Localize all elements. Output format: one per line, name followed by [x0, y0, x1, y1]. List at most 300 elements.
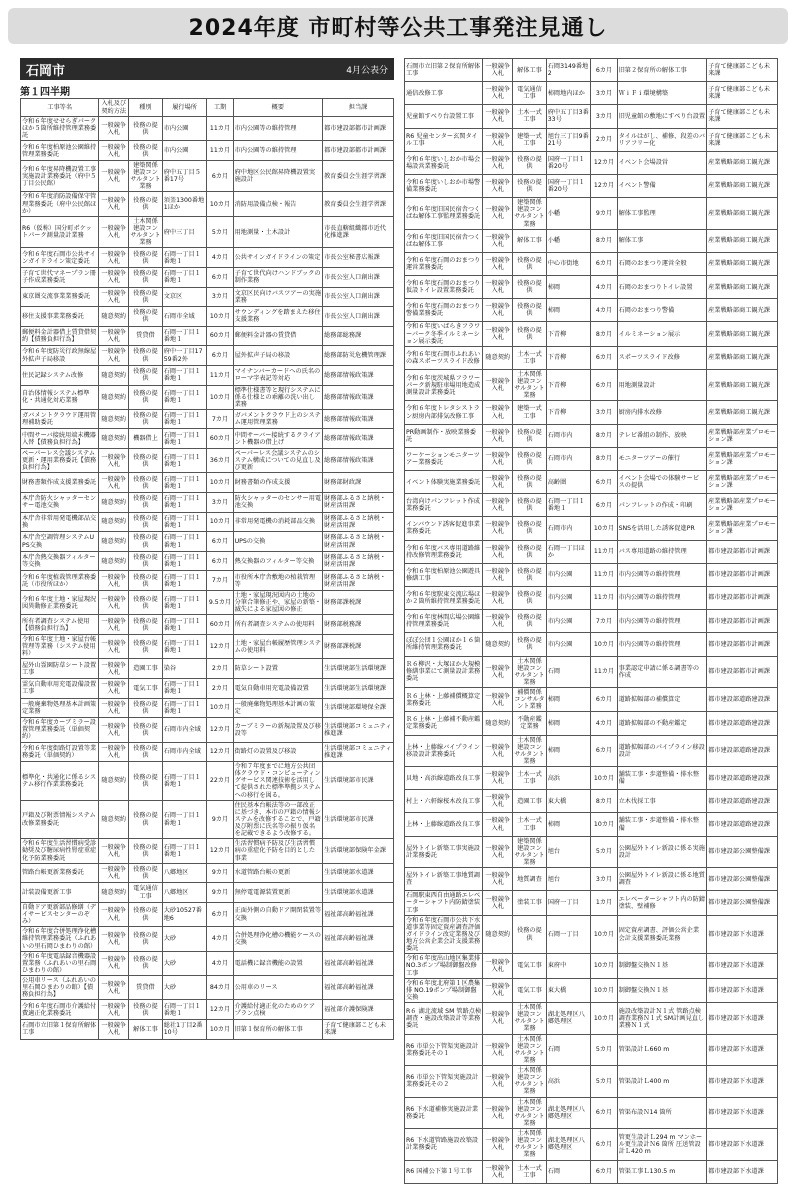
- cell-period: 84カ月: [207, 976, 233, 1000]
- cell-period: 3カ月: [591, 105, 617, 128]
- cell-period: 3カ月: [207, 493, 233, 513]
- cell-period: 1カ月: [591, 891, 617, 915]
- cell-department: 市長直轄組織都市近代化推進課: [323, 216, 394, 248]
- cell-location: 石岡一丁目１番地１: [162, 615, 207, 635]
- cell-project-name: 本庁舎防火シャッターセンサー電池交換: [21, 493, 99, 513]
- cell-method: 一般競争入札: [99, 1020, 129, 1040]
- cell-period: 6カ月: [207, 902, 233, 926]
- cell-project-name: 令和６年度石岡のおまつり運営業務委託: [405, 252, 483, 275]
- cell-location: 東大橋: [546, 790, 591, 813]
- cell-summary: 土地・家屋台帳履歴管理システムの使用料: [233, 634, 323, 658]
- table-row: [405, 369, 778, 401]
- cell-location: 市内公園: [546, 633, 591, 656]
- cell-period: 12カ月: [207, 634, 233, 658]
- cell-period: 8カ月: [591, 229, 617, 252]
- cell-method: 一般競争入札: [483, 471, 513, 494]
- cell-method: 一般競争入札: [483, 82, 513, 105]
- cell-summary: 非常用発電機の消耗部品交換: [233, 512, 323, 532]
- cell-project-name: 令和６年度柏原池公園遊具修繕工事: [405, 563, 483, 586]
- table-row: [21, 1000, 394, 1020]
- cell-project-name: 通信改修工事: [405, 82, 483, 105]
- cell-location: 八郷地区: [162, 883, 207, 903]
- cell-department: 生活環境部環境保全課: [323, 698, 394, 718]
- cell-period: 10カ月: [207, 307, 233, 327]
- table-row: [21, 839, 394, 863]
- cell-type: 役務の提供: [129, 698, 163, 718]
- cell-method: 一般競争入札: [99, 473, 129, 493]
- cell-location: 八郷地区: [162, 863, 207, 883]
- cell-method: 随意契約: [99, 532, 129, 552]
- cell-location: 東府中: [546, 954, 591, 978]
- cell-project-name: 石岡駅東西自由通路エレベーターシャフト内防錆塗装工事: [405, 891, 483, 915]
- cell-method: 一般競争入札: [483, 229, 513, 252]
- cell-summary: ＷｉＦｉ環境構築: [617, 82, 707, 105]
- cell-project-name: 自治体情報システム標準化・共通化対応業務: [21, 385, 99, 409]
- cell-location: 柿岡: [546, 688, 591, 712]
- cell-period: 6カ月: [591, 494, 617, 517]
- cell-department: 総務部総務課: [323, 326, 394, 346]
- cell-method: 一般競争入札: [483, 954, 513, 978]
- cell-type: 役務の提供: [129, 473, 163, 493]
- table-row: [405, 868, 778, 891]
- cell-project-name: 令和６年度土地・家屋台帳管理等業務（システム使用料）: [21, 634, 99, 658]
- cell-department: 産業戦略部産業プロモーション課: [707, 494, 778, 517]
- cell-period: 12カ月: [591, 174, 617, 197]
- cell-location: 文京区: [162, 287, 207, 307]
- cell-project-name: R6 児童センター玄関タイル工事: [405, 128, 483, 151]
- cell-method: 一般競争入札: [99, 839, 129, 863]
- cell-method: 随意契約: [483, 633, 513, 656]
- cell-type: 電気工事: [513, 978, 547, 1002]
- cell-location: 湖北処理区八郷処理区: [546, 1097, 591, 1129]
- cell-method: 一般競争入札: [99, 976, 129, 1000]
- cell-project-name: 令和６年度土地・家屋現況図異動修正業務委託: [21, 591, 99, 615]
- cell-project-name: ペーパーレス会議システム更新・運用業務委託【債務負担行為】: [21, 449, 99, 473]
- cell-project-name: 公用車リース（ふれあいの里石岡ひまわりの館）【債務負担行為】: [21, 976, 99, 1000]
- cell-location: 石岡: [546, 1160, 591, 1183]
- cell-period: 10カ月: [591, 915, 617, 954]
- cell-project-name: 令和６年度トレタシストラン厨房内部排気改修工事: [405, 401, 483, 424]
- cell-period: 10カ月: [207, 698, 233, 718]
- cell-location: 下青柳: [546, 369, 591, 401]
- cell-period: 6カ月: [207, 267, 233, 287]
- cell-project-name: 令和６年度バス専用道路維持改修管理業務委託: [405, 540, 483, 563]
- cell-project-name: 村上・六軒線桜木改良工事: [405, 790, 483, 813]
- cell-department: 産業戦略部商工観光課: [707, 276, 778, 299]
- cell-department: 財務部課税課: [323, 634, 394, 658]
- table-row: [405, 198, 778, 230]
- cell-project-name: 管路台帳更新業務委託: [21, 863, 99, 883]
- cell-method: 一般競争入札: [483, 790, 513, 813]
- table-row: [405, 712, 778, 735]
- cell-department: 都市建設部都市計画課: [323, 141, 394, 161]
- cell-type: 役務の提供: [129, 409, 163, 429]
- cell-type: 土木一式工事: [513, 346, 547, 369]
- cell-type: 塗装工事: [513, 891, 547, 915]
- cell-type: 役務の提供: [513, 610, 547, 633]
- cell-type: 役務の提供: [129, 365, 163, 385]
- cell-type: 役務の提供: [129, 307, 163, 327]
- cell-project-name: 財務書類作成支援業務委託: [21, 473, 99, 493]
- cell-type: 役務の提供: [513, 174, 547, 197]
- cell-period: 10カ月: [591, 813, 617, 836]
- cell-period: 10カ月: [207, 512, 233, 532]
- cell-type: 土木一式工事: [513, 105, 547, 128]
- cell-location: 石岡一丁目１番地１: [162, 409, 207, 429]
- cell-project-name: 貝地・高浜線道路改良工事: [405, 767, 483, 790]
- table-row: [405, 978, 778, 1002]
- cell-project-name: ワーケーションモニターツアー業務委託: [405, 447, 483, 470]
- cell-summary: カーブミラーの新規設置及び移設等: [233, 718, 323, 742]
- cell-department: 生活環境部保険年金課: [323, 839, 394, 863]
- cell-project-name: Ｒ６上林・上藤補償概算定業務委託: [405, 688, 483, 712]
- cell-location: 石岡一丁目ほか: [546, 540, 591, 563]
- cell-type: 役務の提供: [513, 633, 547, 656]
- table-row: [21, 473, 394, 493]
- cell-summary: 住民基本台帳法等の一部改正に基づき、本市の戸籍の情報システムを改修することで、戸籍及び附票に氏名等の振り仮名を記載できるよう改修する。: [234, 801, 321, 838]
- cell-period: 10カ月: [207, 192, 233, 216]
- cell-summary: 文京区民向けバスツアーの実施業務: [233, 287, 323, 307]
- table-row: [405, 767, 778, 790]
- table-row: [405, 401, 778, 424]
- cell-period: 12カ月: [207, 718, 233, 742]
- cell-type: 役務の提供: [129, 287, 163, 307]
- cell-period: 60カ月: [207, 615, 233, 635]
- cell-period: 6カ月: [591, 346, 617, 369]
- cell-method: 随意契約: [483, 712, 513, 735]
- cell-period: 10カ月: [591, 633, 617, 656]
- cell-project-name: R6 市単公下管渠実施設計業務委託その２: [405, 1066, 483, 1098]
- cell-method: 一般競争入札: [483, 1160, 513, 1183]
- cell-summary: 財務書類の作成支援: [233, 473, 323, 493]
- cell-summary: 水道管路台帳の更新: [233, 863, 323, 883]
- cell-department: 市長公室秘書広報課: [323, 248, 394, 268]
- cell-department: 生活環境部生活環境課: [323, 659, 394, 679]
- cell-location: 柿岡: [546, 276, 591, 299]
- cell-department: 総務部情報政策課: [323, 385, 394, 409]
- cell-location: 石岡一丁目１番地１: [162, 532, 207, 552]
- cell-project-name: 児童館すべり台設置工事: [405, 105, 483, 128]
- cell-type: 土木関係建設コンサルタント業務: [514, 736, 545, 765]
- cell-department: 総務部防災危機管理課: [323, 346, 394, 366]
- cell-location: 湖北処理区八郷処理区: [546, 1129, 591, 1161]
- cell-type: 建築関係建設コンサルタント業務: [514, 837, 545, 866]
- cell-location: 石岡一丁目１番地１: [162, 365, 207, 385]
- cell-project-name: 令和６年度石岡市介護給付費適正化業務委託: [21, 1000, 99, 1020]
- cell-department: 産業戦略部商工観光課: [707, 299, 778, 322]
- cell-method: 一般競争入札: [99, 216, 129, 248]
- cell-method: 一般競争入札: [483, 1097, 513, 1129]
- cell-summary: 子育て世代向けハンドブックの制作業務: [233, 267, 323, 287]
- cell-summary: 街路灯の設置及び移設: [233, 742, 323, 762]
- table-row: [405, 252, 778, 275]
- cell-location: 大砂10527番地6: [162, 902, 207, 926]
- cell-method: 一般競争入札: [483, 610, 513, 633]
- cell-method: 一般競争入札: [483, 868, 513, 891]
- cell-method: 一般競争入札: [483, 59, 513, 82]
- cell-type: 役務の提供: [513, 586, 547, 609]
- cell-department: 財務部課税課: [323, 591, 394, 615]
- cell-project-name: 東京圏交流事業業務委託: [21, 287, 99, 307]
- cell-method: 一般競争入札: [99, 615, 129, 635]
- cell-type: 役務の提供: [129, 615, 163, 635]
- cell-type: 土木関係建設コンサルタント業務: [514, 1098, 545, 1127]
- cell-type: 役務の提供: [129, 634, 163, 658]
- cell-location: 石岡一丁目１番地１: [162, 512, 207, 532]
- cell-project-name: 令和６年度昇降機設置工事実施設計業務委託（府中５丁目公民館）: [21, 160, 99, 192]
- cell-method: 随意契約: [99, 551, 129, 571]
- cell-period: 12カ月: [207, 1000, 233, 1020]
- cell-period: 3カ月: [591, 82, 617, 105]
- cell-period: 60カ月: [207, 326, 233, 346]
- cell-summary: 旧児童館の敷地にすべり台設置: [617, 105, 707, 128]
- cell-summary: SNSを活用した誘客促進PR: [617, 517, 707, 540]
- col-header-method: 入札及び契約方法: [99, 99, 129, 117]
- table-row: [405, 346, 778, 369]
- table-row: [405, 59, 778, 82]
- cell-location: 東大橋: [546, 978, 591, 1002]
- cell-type: 役務の提供: [129, 1000, 163, 1020]
- cell-summary: 道路拡幅部のパイプライン移設設計: [617, 735, 707, 767]
- cell-project-name: 台湾向けパンフレット作成業務委託: [405, 494, 483, 517]
- cell-summary: 標準仕様書等と現行システムに係る仕様との乖離の洗い出し業務: [234, 386, 321, 408]
- table-row: [405, 229, 778, 252]
- cell-department: 都市建設部都市計画課: [323, 117, 394, 141]
- cell-type: 役務の提供: [129, 591, 163, 615]
- cell-summary: イベント警備: [617, 174, 707, 197]
- cell-period: 10カ月: [207, 1020, 233, 1040]
- municipality-bar: [20, 58, 394, 80]
- cell-department: 財務部ふるさと納税・財産活用課: [323, 493, 394, 513]
- cell-period: 6カ月: [591, 471, 617, 494]
- cell-type: 機器借上: [129, 429, 163, 449]
- cell-period: 8カ月: [591, 447, 617, 470]
- cell-type: 解体工事: [513, 59, 547, 82]
- cell-method: 一般競争入札: [99, 927, 129, 951]
- cell-project-name: 移住支援事業業務委託: [21, 307, 99, 327]
- cell-summary: 防草シート設置: [233, 659, 323, 679]
- cell-type: 役務の提供: [513, 424, 547, 447]
- cell-project-name: 令和６年度生活習慣病受診勧奨及び糖尿病性腎症重症化予防業務委託: [21, 839, 99, 863]
- cell-location: 市内公園: [162, 141, 207, 161]
- cell-department: 都市建設部都市計画課: [707, 563, 778, 586]
- table-row: [405, 688, 778, 712]
- cell-location: 石岡一丁目１番地１: [162, 800, 207, 839]
- table-row: [21, 267, 394, 287]
- cell-location: 石岡一丁目１番地１: [162, 634, 207, 658]
- cell-project-name: イベント体験実施業務委託: [405, 471, 483, 494]
- cell-type: 役務の提供: [513, 540, 547, 563]
- cell-method: 随意契約: [99, 512, 129, 532]
- cell-type: 建築関係建設コンサルタント業務: [130, 161, 161, 191]
- table-row: [405, 954, 778, 978]
- cell-department: 生活環境部水道課: [323, 863, 394, 883]
- cell-location: 旭台: [546, 836, 591, 868]
- cell-department: 都市建設部都市計画課: [707, 610, 778, 633]
- cell-method: 一般競争入札: [483, 891, 513, 915]
- cell-period: 3カ月: [591, 401, 617, 424]
- cell-project-name: 令和６年度いしおか市場警備業務委託: [405, 174, 483, 197]
- cell-location: 石岡一丁目１番地１: [162, 473, 207, 493]
- cell-method: 一般競争入札: [99, 117, 129, 141]
- cell-type: 役務の提供: [513, 151, 547, 174]
- cell-summary: 郵便料金計器の賃貸借: [233, 326, 323, 346]
- cell-summary: 合併処理浄化槽の機能ケースの交換: [233, 927, 323, 951]
- cell-method: 一般競争入札: [483, 105, 513, 128]
- cell-period: 4カ月: [591, 299, 617, 322]
- cell-type: 役務の提供: [129, 800, 163, 839]
- cell-department: 子育て健康部こども未来課: [707, 59, 778, 82]
- cell-department: 財務部ふるさと納税・財産活用課: [323, 571, 394, 591]
- table-row: [405, 151, 778, 174]
- cell-location: 市内公園: [546, 563, 591, 586]
- table-row: [21, 248, 394, 268]
- cell-location: 石岡一丁目１番地１: [162, 678, 207, 698]
- table-row: [21, 385, 394, 409]
- cell-method: 一般競争入札: [483, 517, 513, 540]
- cell-summary: 令和７年度までに地方公共団体クラウド・コンピューティングサービス関連技術を活用して提供された標準準拠システムへの移行を図る。: [234, 763, 321, 799]
- cell-department: 都市建設部下水道課: [707, 1160, 778, 1183]
- table-row: [21, 571, 394, 591]
- cell-department: 産業戦略部商工観光課: [707, 401, 778, 424]
- cell-type: 役務の提供: [129, 571, 163, 591]
- cell-method: 一般競争入札: [99, 192, 129, 216]
- table-row: [405, 656, 778, 688]
- cell-location: 府中一丁目1759番2外: [162, 346, 207, 366]
- cell-project-name: 令和６年度電話録音機器設置業務（ふれあいの里石岡ひまわりの館）: [21, 951, 99, 975]
- cell-summary: 道路拡幅部の不動産鑑定: [617, 712, 707, 735]
- cell-department: 産業戦略部産業プロモーション課: [707, 424, 778, 447]
- cell-type: 賃貸借: [129, 976, 163, 1000]
- cell-department: 教育委員会生涯学習課: [323, 160, 394, 192]
- cell-method: 一般競争入札: [483, 540, 513, 563]
- cell-department: 都市建設部下水道課: [707, 1097, 778, 1129]
- cell-method: 随意契約: [99, 307, 129, 327]
- table-row: [21, 634, 394, 658]
- cell-location: 湖北処理区八郷処理区: [546, 1003, 591, 1035]
- cell-summary: モニターツアーの催行: [617, 447, 707, 470]
- cell-method: 随意契約: [99, 429, 129, 449]
- cell-project-name: Ｒ６柳沢・大塚ほか大規模修繕事業にて測量設計業務委託: [405, 656, 483, 688]
- cell-summary: 制御盤交換Ｎ１基: [617, 978, 707, 1002]
- cell-type: 役務の提供: [129, 902, 163, 926]
- cell-project-name: 屋外山霊園防草シート設置工事: [21, 659, 99, 679]
- cell-project-name: R6（仮称）国分町ポケットパーク測量設計業務: [21, 216, 99, 248]
- cell-project-name: 令和６年度出山地区集業排 NO.3ポンプ場制御盤改修工事: [405, 954, 483, 978]
- cell-department: 都市建設部都市計画課: [707, 540, 778, 563]
- cell-project-name: 本庁舎熱交換器フィルター等交換: [21, 551, 99, 571]
- cell-project-name: 所有者調査システム使用【債務負担行為】: [21, 615, 99, 635]
- cell-department: 財務部ふるさと納税・財産活用課: [323, 512, 394, 532]
- cell-project-name: 子育て世代マネープラン冊子作成業務委託: [21, 267, 99, 287]
- cell-period: 4カ月: [591, 712, 617, 735]
- cell-project-name: R6 下水道補修実施設計業務委託: [405, 1097, 483, 1129]
- left-column: [20, 58, 394, 1037]
- cell-type: 役務の提供: [513, 276, 547, 299]
- cell-location: 大砂: [162, 927, 207, 951]
- cell-department: 生活環境部市民課: [323, 762, 394, 801]
- cell-department: 財務部ふるさと納税・財産活用課: [323, 532, 394, 552]
- cell-method: 一般競争入札: [483, 447, 513, 470]
- table-row: [21, 742, 394, 762]
- cell-location: 染谷: [162, 659, 207, 679]
- cell-department: 都市建設部道路建設課: [707, 813, 778, 836]
- cell-period: 9カ月: [591, 198, 617, 230]
- table-row: [21, 927, 394, 951]
- cell-period: 7カ月: [207, 409, 233, 429]
- cell-project-name: インバウンド誘客促進事業業務委託: [405, 517, 483, 540]
- table-row: [21, 512, 394, 532]
- cell-location: 石岡一丁目１番地１: [162, 248, 207, 268]
- cell-project-name: 令和６年度石岡市公共下水道事業等固定資産調査評価ガイドライン改定業務及び地方公営企業会計支援業務委託: [405, 915, 483, 954]
- cell-method: 一般競争入札: [483, 128, 513, 151]
- cell-method: 一般競争入札: [99, 248, 129, 268]
- cell-department: 都市建設部下水道課: [707, 915, 778, 954]
- cell-location: 石岡一丁目１番地１: [162, 326, 207, 346]
- cell-period: 11カ月: [207, 141, 233, 161]
- cell-department: 都市建設部公園整備課: [707, 868, 778, 891]
- cell-department: 子育て健康部こども未来課: [707, 105, 778, 128]
- cell-department: 生活環境部水道課: [323, 883, 394, 903]
- cell-project-name: 屋外トイレ新築工事実施設計業務委託: [405, 836, 483, 868]
- cell-project-name: 計装設備更新工事: [21, 883, 99, 903]
- cell-project-name: R６ 湖北流域 SM 管路点検調査・施設改築設計等業務委託: [405, 1003, 483, 1035]
- cell-method: 一般競争入札: [483, 252, 513, 275]
- cell-period: 12カ月: [591, 151, 617, 174]
- cell-summary: 正面外側の自動ドア開閉装置等交換: [233, 902, 323, 926]
- cell-period: 6カ月: [207, 551, 233, 571]
- cell-project-name: R6 市単公下管渠実施設計業務委託その１: [405, 1034, 483, 1066]
- cell-summary: 厨房内排水改修: [617, 401, 707, 424]
- cell-location: 石岡一丁目１番地１: [162, 591, 207, 615]
- cell-type: 役務の提供: [513, 517, 547, 540]
- left-table-body: [21, 117, 394, 1040]
- cell-department: 産業戦略部商工観光課: [707, 151, 778, 174]
- cell-type: 役務の提供: [513, 471, 547, 494]
- cell-location: 下青柳: [546, 401, 591, 424]
- table-row: [21, 863, 394, 883]
- cell-department: 産業戦略部商工観光課: [707, 252, 778, 275]
- cell-type: 役務の提供: [513, 447, 547, 470]
- cell-project-name: 令和６年度防災行政無線屋外拡声子局移設: [21, 346, 99, 366]
- cell-period: 4カ月: [207, 927, 233, 951]
- cell-location: 石岡一丁目１番地１: [162, 267, 207, 287]
- cell-summary: 石岡のおまつりトイレ設置: [617, 276, 707, 299]
- cell-type: 電気工事: [513, 954, 547, 978]
- cell-method: 一般競争入札: [483, 299, 513, 322]
- cell-type: 役務の提供: [129, 493, 163, 513]
- cell-method: 随意契約: [99, 385, 129, 409]
- cell-location: 石岡一丁目１番地１: [162, 571, 207, 591]
- cell-type: 土木関係建設コンサルタント業務: [514, 1130, 545, 1159]
- cell-type: 役務の提供: [513, 915, 547, 954]
- cell-department: 総務部情報政策課: [323, 429, 394, 449]
- cell-department: 産業戦略部産業プロモーション課: [707, 517, 778, 540]
- cell-project-name: R6 国補公下第１号工事: [405, 1160, 483, 1183]
- cell-location: 石岡市全域: [162, 307, 207, 327]
- cell-summary: 公共サインガイドラインの策定: [233, 248, 323, 268]
- cell-summary: 石岡のおまつり警備: [617, 299, 707, 322]
- cell-period: 22カ月: [207, 762, 233, 801]
- cell-location: 高齢圏: [546, 471, 591, 494]
- cell-type: 土木一式工事: [513, 1160, 547, 1183]
- header-banner: [8, 8, 788, 44]
- table-row: [405, 1003, 778, 1035]
- table-row: [21, 192, 394, 216]
- cell-summary: 事業認定申請に係る調書等の作成: [617, 656, 707, 688]
- cell-period: 9カ月: [207, 883, 233, 903]
- cell-period: 7カ月: [207, 571, 233, 591]
